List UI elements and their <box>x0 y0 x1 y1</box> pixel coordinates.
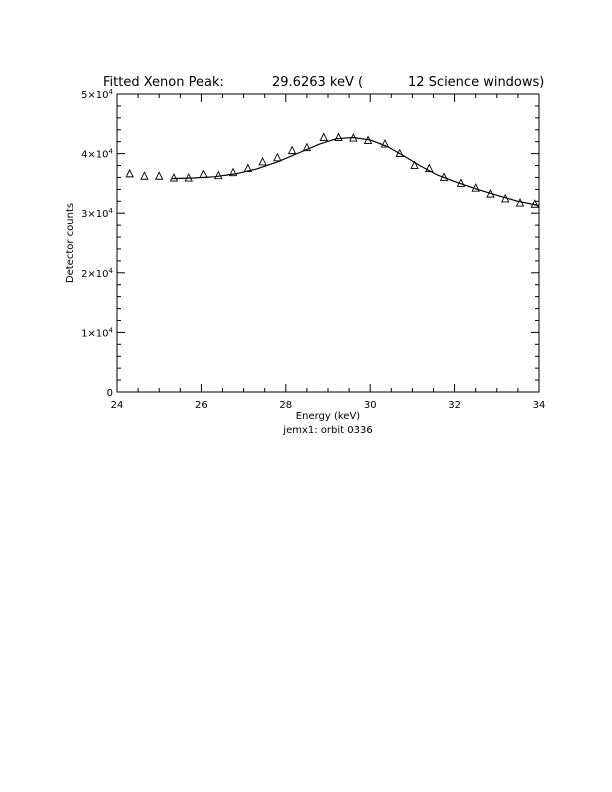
x-tick-label: 30 <box>363 400 377 411</box>
data-point-triangle <box>215 172 222 179</box>
data-point-triangle <box>274 154 281 161</box>
fit-curve <box>172 138 539 206</box>
x-axis-label: Energy (keV) <box>295 411 361 422</box>
y-tick-label: $3\times 10^4$ <box>81 207 113 221</box>
data-point-triangle <box>259 158 266 165</box>
data-point-triangle <box>335 134 342 141</box>
x-tick-label: 34 <box>532 400 546 411</box>
y-tick-label: $5\times 10^4$ <box>81 88 113 101</box>
x-tick-label: 28 <box>279 400 293 411</box>
x-tick-label: 26 <box>195 400 208 411</box>
data-point-triangle <box>156 172 163 179</box>
data-points <box>126 134 538 208</box>
x-tick-label: 32 <box>448 400 461 411</box>
y-tick-label: $1\times 10^4$ <box>81 326 113 340</box>
axis-ticks <box>117 94 539 392</box>
y-tick-label: 0 <box>106 388 113 399</box>
y-tick-label: $4\times 10^4$ <box>81 147 113 161</box>
y-axis-label: Detector counts <box>65 202 76 284</box>
chart-title-label: Fitted Xenon Peak: <box>103 75 224 90</box>
chart-subtitle: jemx1: orbit 0336 <box>283 425 373 436</box>
data-point-triangle <box>170 174 177 181</box>
x-tick-label: 24 <box>110 400 124 411</box>
data-point-triangle <box>141 172 148 179</box>
data-point-triangle <box>126 170 133 177</box>
chart-title-energy: 29.6263 keV ( <box>272 75 364 90</box>
x-tick-labels <box>111 400 546 411</box>
chart-title-windows: 12 Science windows) <box>408 75 545 90</box>
y-tick-labels <box>81 88 113 399</box>
y-tick-label: $2\times 10^4$ <box>81 266 113 280</box>
data-point-triangle <box>289 147 296 154</box>
plot-frame <box>117 94 539 392</box>
data-point-triangle <box>320 134 327 141</box>
data-point-triangle <box>200 170 207 177</box>
